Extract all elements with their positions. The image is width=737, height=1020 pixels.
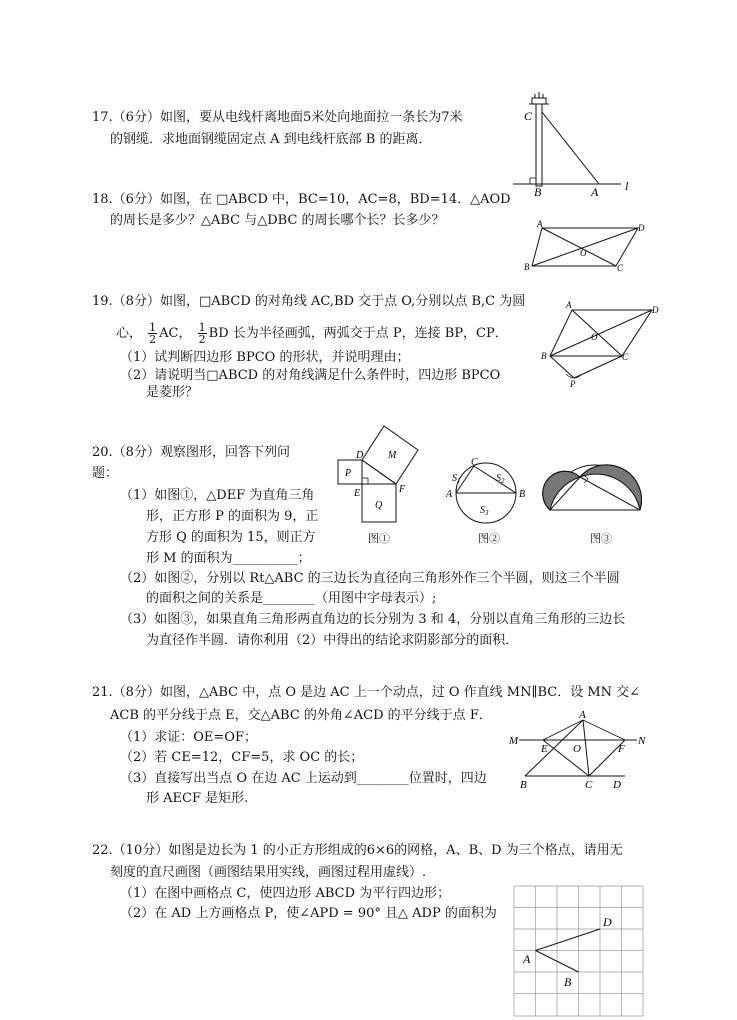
q17-label-b: B <box>534 185 542 198</box>
q17-figure-pole <box>505 90 645 198</box>
q19-frac2-den: 2 <box>198 333 206 346</box>
q21-sub3-line1: （3）直接写出当点 O 在边 AC 上运动到________位置时，四边 <box>120 771 487 786</box>
q20-sub3-line1: （3）如图③，如果直角三角形两直角边的长分别为 3 和 4，分别以直角三角形的三边长 <box>120 612 626 627</box>
q19-text-line2 <box>116 322 508 345</box>
q20-text-line2: 题： <box>92 466 119 481</box>
q18-label-b: B <box>524 262 530 272</box>
q20-caption-fig3: 图③ <box>590 532 612 545</box>
q22-figure-grid <box>510 884 650 1018</box>
q20-figure2-semicircles <box>440 455 540 527</box>
q19-frac2-num: 1 <box>198 321 206 334</box>
q20-fig1-label-q: Q <box>375 500 383 511</box>
q22-text-line1: 22.（10分）如图是边长为 1 的小正方形组成的6×6的网格，A、B、D 为三个格点，请用无 <box>92 843 623 858</box>
q19-label-a: A <box>566 300 572 310</box>
q18-text-line2: 的周长是多少？△ABC 与△DBC 的周长哪个长？长多少？ <box>110 213 445 228</box>
q19-text-ac: AC， <box>159 326 192 341</box>
q19-figure-parallelogram <box>536 296 666 388</box>
q21-label-o: O <box>573 743 581 755</box>
q19-label-o: O <box>591 332 598 342</box>
q19-text-prefix: 心， <box>116 326 143 341</box>
q19-sub2-line1: （2）请说明当□ABCD 的对角线满足什么条件时，四边形 BPCO <box>120 368 501 383</box>
q19-frac1-den: 2 <box>149 333 157 346</box>
q20-fig1-label-m: M <box>388 450 397 461</box>
q20-fig1-label-e: E <box>354 488 361 499</box>
q20-fig1-label-d: D <box>356 450 364 461</box>
q21-label-c: C <box>585 779 593 790</box>
q22-sub1: （1）在图中画格点 C，使四边形 ABCD 为平行四边形； <box>120 886 451 901</box>
q20-caption-fig2: 图② <box>478 532 500 545</box>
q19-sub2-line2: 是菱形？ <box>146 385 199 400</box>
q20-fig2-label-s2: $S_2$ <box>496 473 505 485</box>
q19-label-b: B <box>541 351 547 361</box>
q20-caption-fig1: 图① <box>368 532 390 545</box>
q22-sub2: （2）在 AD 上方画格点 P，使∠APD = 90° 且△ ADP 的面积为 <box>120 906 497 921</box>
q22-label-b: B <box>564 975 572 989</box>
q21-label-e: E <box>541 743 548 755</box>
q20-fig2-label-s1: $S_1$ <box>452 473 461 485</box>
q21-sub2: （2）若 CE=12，CF=5，求 OC 的长； <box>120 750 364 765</box>
q17-label-a: A <box>591 185 599 198</box>
q18-label-c: C <box>617 263 624 273</box>
q20-sub3-line2: 为直径作半圆．请你利用（2）中得出的结论求阴影部分的面积． <box>146 633 519 648</box>
q20-fig1-label-p: P <box>345 468 352 479</box>
q20-figure1-squares <box>330 420 430 530</box>
q19-frac1-num: 1 <box>149 321 157 334</box>
q22-label-a: A <box>523 952 531 966</box>
q21-text-line2: ACB 的平分线于点 E，交△ABC 的外角∠ACD 的平分线于点 F． <box>110 708 492 723</box>
q20-fig2-label-b: B <box>519 489 526 500</box>
q20-fig2-label-a: A <box>446 489 453 500</box>
q19-fraction-2 <box>198 322 207 345</box>
q21-text-line1: 21.（8分）如图，△ABC 中，点 O 是边 AC 上一个动点，过 O 作直线 MN∥BC．设 MN 交∠ <box>92 685 641 700</box>
q20-fig2-label-s3: $S_3$ <box>480 505 489 517</box>
q21-label-n: N <box>638 735 646 747</box>
q17-text-line1: 17.（6分）如图，要从电线杆离地面5米处向地面拉一条长为7米 <box>92 110 463 125</box>
q19-label-c: C <box>622 352 629 362</box>
q20-fig2-label-c: C <box>471 457 478 468</box>
q22-text-line2: 刻度的直尺画图（画图结果用实线，画图过程用虚线）. <box>110 865 427 880</box>
q18-figure-parallelogram <box>520 218 650 273</box>
q22-label-d: D <box>603 915 612 929</box>
q17-text-line2: 的钢缆．求地面钢缆固定点 A 到电线杆底部 B 的距离． <box>110 132 432 147</box>
q21-sub3-line2: 形 AECF 是矩形. <box>146 791 249 806</box>
q21-label-f: F <box>618 743 625 755</box>
q21-label-d: D <box>613 779 621 790</box>
q19-text-rest: BD 长为半径画弧，两弧交于点 P，连接 BP，CP． <box>208 326 508 341</box>
q21-figure-triangle <box>505 708 650 790</box>
q18-text-line1: 18.（6分）如图，在 □ABCD 中，BC=10，AC=8，BD=14．△AOD <box>92 192 511 207</box>
q19-label-p: P <box>570 379 576 388</box>
q20-sub1-line2: 形，正方形 P 的面积为 9，正 <box>146 509 319 524</box>
q17-label-l: l <box>625 179 629 193</box>
q20-sub2-line2: 的面积之间的关系是________（用图中字母表示）; <box>146 591 437 606</box>
q20-text-line1: 20.（8分）观察图形，回答下列问 <box>92 445 290 460</box>
q18-label-a: A <box>537 219 543 229</box>
q19-fraction-1 <box>148 322 157 345</box>
q21-label-a: A <box>579 709 586 721</box>
q21-label-b: B <box>520 779 527 790</box>
q20-figure3-shaded <box>540 455 650 527</box>
q19-text-line1: 19.（8分）如图，□ABCD 的对角线 AC,BD 交于点 O,分别以点 B,C 为圆 <box>92 294 526 309</box>
q19-sub1: （1）试判断四边形 BPCO 的形状，并说明理由； <box>120 350 410 365</box>
q20-fig1-label-f: F <box>399 484 406 495</box>
q19-label-d: D <box>652 305 659 315</box>
q20-sub2-line1: （2）如图②，分别以 Rt△ABC 的三边长为直径向三角形外作三个半圆，则这三个半圆 <box>120 571 620 586</box>
q20-sub1-line1: （1）如图①，△DEF 为直角三角 <box>120 488 315 503</box>
q20-sub1-line4: 形 M 的面积为__________； <box>146 551 311 566</box>
q17-label-c: C <box>524 109 533 123</box>
q18-label-d: D <box>638 223 645 233</box>
q21-label-m: M <box>509 735 519 747</box>
q21-sub1: （1）求证：OE=OF； <box>120 730 257 745</box>
q22-grid-lines <box>514 886 643 1016</box>
q18-label-o: O <box>580 248 587 258</box>
q20-sub1-line3: 方形 Q 的面积为 15，则正方 <box>146 530 316 545</box>
